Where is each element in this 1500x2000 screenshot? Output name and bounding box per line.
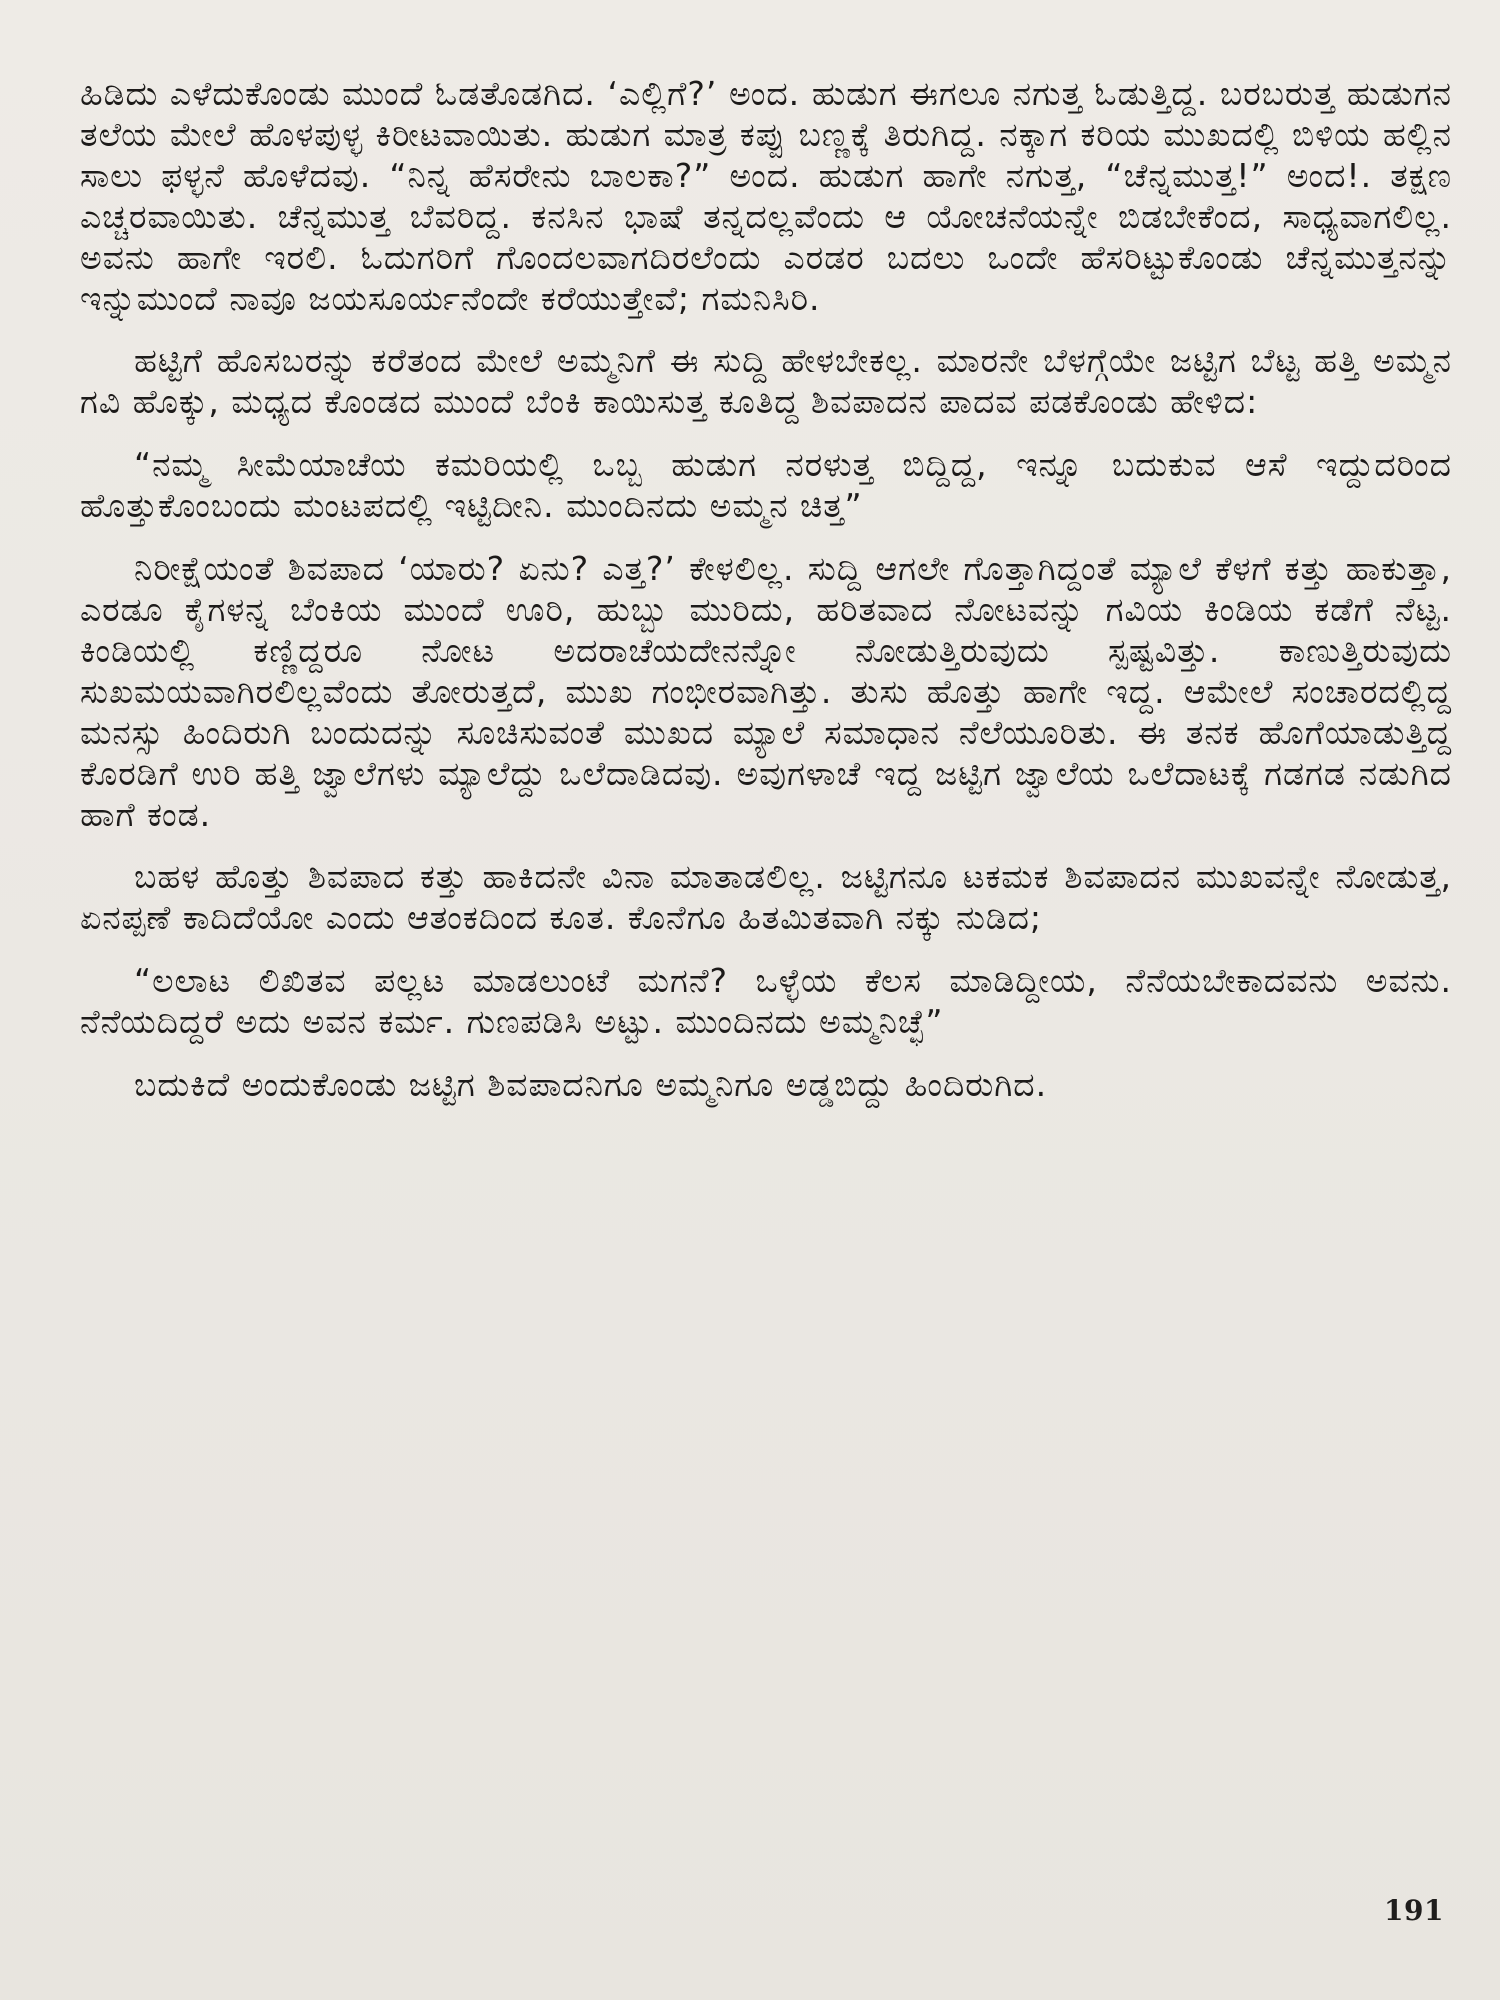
page-number: 191: [1384, 1894, 1444, 1927]
paragraph-4: ನಿರೀಕ್ಷೆಯಂತೆ ಶಿವಪಾದ ‘ಯಾರು? ಏನು? ಎತ್ತ?’ ಕೇಳಲಿಲ್ಲ. ಸುದ್ದಿ ಆಗಲೇ ಗೊತ್ತಾಗಿದ್ದಂತೆ ಮ್ಯಾಲೆ ಕೆಳಗೆ ಕತ್ತು ಹಾಕುತ್ತಾ, ಎರಡೂ ಕೈಗಳನ್ನ ಬೆಂಕಿಯ ಮುಂದೆ ಊರಿ, ಹುಬ್ಬು ಮುರಿದು, ಹರಿತವಾದ ನೋಟವನ್ನು ಗವಿಯ ಕಿಂಡಿಯ ಕಡೆಗೆ ನೆಟ್ಟ. ಕಿಂಡಿಯಲ್ಲಿ ಕಣ್ಣಿದ್ದರೂ ನೋಟ ಅದರಾಚೆಯದೇನನ್ನೋ ನೋಡುತ್ತಿರುವುದು ಸ್ಪಷ್ಟವಿತ್ತು. ಕಾಣುತ್ತಿರುವುದು ಸುಖಮಯವಾಗಿರಲಿಲ್ಲವೆಂದು ತೋರುತ್ತದೆ, ಮುಖ ಗಂಭೀರವಾಗಿತ್ತು. ತುಸು ಹೊತ್ತು ಹಾಗೇ ಇದ್ದ. ಆಮೇಲೆ ಸಂಚಾರದಲ್ಲಿದ್ದ ಮನಸ್ಸು ಹಿಂದಿರುಗಿ ಬಂದುದನ್ನು ಸೂಚಿಸುವಂತೆ ಮುಖದ ಮ್ಯಾಲೆ ಸಮಾಧಾನ ನೆಲೆಯೂರಿತು. ಈ ತನಕ ಹೊಗೆಯಾಡುತ್ತಿದ್ದ ಕೊರಡಿಗೆ ಉರಿ ಹತ್ತಿ ಜ್ವಾಲೆಗಳು ಮ್ಯಾಲೆದ್ದು ಒಲೆದಾಡಿದವು. ಅವುಗಳಾಚೆ ಇದ್ದ ಜಟ್ಟಿಗ ಜ್ವಾಲೆಯ ಒಲೆದಾಟಕ್ಕೆ ಗಡಗಡ ನಡುಗಿದ ಹಾಗೆ ಕಂಡ.: [80, 549, 1452, 834]
paragraph-3-quote: “ನಮ್ಮ ಸೀಮೆಯಾಚೆಯ ಕಮರಿಯಲ್ಲಿ ಒಬ್ಬ ಹುಡುಗ ನರಳುತ್ತ ಬಿದ್ದಿದ್ದ, ಇನ್ನೂ ಬದುಕುವ ಆಸೆ ಇದ್ದುದರಿಂದ ಹೊತ್ತುಕೊಂಬಂದು ಮಂಟಪದಲ್ಲಿ ಇಟ್ಟಿದೀನಿ. ಮುಂದಿನದು ಅಮ್ಮನ ಚಿತ್ತ”: [80, 445, 1452, 526]
paragraph-7: ಬದುಕಿದೆ ಅಂದುಕೊಂಡು ಜಟ್ಟಿಗ ಶಿವಪಾದನಿಗೂ ಅಮ್ಮನಿಗೂ ಅಡ್ಡಬಿದ್ದು ಹಿಂದಿರುಗಿದ.: [134, 1065, 1048, 1105]
body-text: [80, 74, 1452, 1106]
paragraph-2: ಹಟ್ಟಿಗೆ ಹೊಸಬರನ್ನು ಕರೆತಂದ ಮೇಲೆ ಅಮ್ಮನಿಗೆ ಈ ಸುದ್ದಿ ಹೇಳಬೇಕಲ್ಲ. ಮಾರನೇ ಬೆಳಗ್ಗೆಯೇ ಜಟ್ಟಿಗ ಬೆಟ್ಟ ಹತ್ತಿ ಅಮ್ಮನ ಗವಿ ಹೊಕ್ಕು, ಮಧ್ಯದ ಕೊಂಡದ ಮುಂದೆ ಬೆಂಕಿ ಕಾಯಿಸುತ್ತ ಕೂತಿದ್ದ ಶಿವಪಾದನ ಪಾದವ ಪಡಕೊಂಡು ಹೇಳಿದ:: [80, 341, 1452, 422]
paragraph-1: ಹಿಡಿದು ಎಳೆದುಕೊಂಡು ಮುಂದೆ ಓಡತೊಡಗಿದ. ‘ಎಲ್ಲಿಗೆ?’ ಅಂದ. ಹುಡುಗ ಈಗಲೂ ನಗುತ್ತ ಓಡುತ್ತಿದ್ದ. ಬರಬರುತ್ತ ಹುಡುಗನ ತಲೆಯ ಮೇಲೆ ಹೊಳಪುಳ್ಳ ಕಿರೀಟವಾಯಿತು. ಹುಡುಗ ಮಾತ್ರ ಕಪ್ಪು ಬಣ್ಣಕ್ಕೆ ತಿರುಗಿದ್ದ. ನಕ್ಕಾಗ ಕರಿಯ ಮುಖದಲ್ಲಿ ಬಿಳಿಯ ಹಲ್ಲಿನ ಸಾಲು ಫಳ್ಳನೆ ಹೊಳೆದವು. “ನಿನ್ನ ಹೆಸರೇನು ಬಾಲಕಾ?” ಅಂದ. ಹುಡುಗ ಹಾಗೇ ನಗುತ್ತ, “ಚೆನ್ನಮುತ್ತ!” ಅಂದ!. ತಕ್ಷಣ ಎಚ್ಚರವಾಯಿತು. ಚೆನ್ನಮುತ್ತ ಬೆವರಿದ್ದ. ಕನಸಿನ ಭಾಷೆ ತನ್ನದಲ್ಲವೆಂದು ಆ ಯೋಚನೆಯನ್ನೇ ಬಿಡಬೇಕೆಂದ, ಸಾಧ್ಯವಾಗಲಿಲ್ಲ. ಅವನು ಹಾಗೇ ಇರಲಿ. ಓದುಗರಿಗೆ ಗೊಂದಲವಾಗದಿರಲೆಂದು ಎರಡರ ಬದಲು ಒಂದೇ ಹೆಸರಿಟ್ಟುಕೊಂಡು ಚೆನ್ನಮುತ್ತನನ್ನು ಇನ್ನುಮುಂದೆ ನಾವೂ ಜಯಸೂರ್ಯನೆಂದೇ ಕರೆಯುತ್ತೇವೆ; ಗಮನಿಸಿರಿ.: [80, 74, 1452, 318]
paragraph-6-quote: “ಲಲಾಟ ಲಿಖಿತವ ಪಲ್ಲಟ ಮಾಡಲುಂಟೆ ಮಗನೆ? ಒಳ್ಳೆಯ ಕೆಲಸ ಮಾಡಿದ್ದೀಯ, ನೆನೆಯಬೇಕಾದವನು ಅವನು. ನೆನೆಯದಿದ್ದರೆ ಅದು ಅವನ ಕರ್ಮ. ಗುಣಪಡಿಸಿ ಅಟ್ಟು. ಮುಂದಿನದು ಅಮ್ಮನಿಚ್ಛೆ”: [80, 961, 1452, 1042]
paragraph-5: ಬಹಳ ಹೊತ್ತು ಶಿವಪಾದ ಕತ್ತು ಹಾಕಿದನೇ ವಿನಾ ಮಾತಾಡಲಿಲ್ಲ. ಜಟ್ಟಿಗನೂ ಟಕಮಕ ಶಿವಪಾದನ ಮುಖವನ್ನೇ ನೋಡುತ್ತ, ಏನಪ್ಪಣೆ ಕಾದಿದೆಯೋ ಎಂದು ಆತಂಕದಿಂದ ಕೂತ. ಕೊನೆಗೂ ಹಿತಮಿತವಾಗಿ ನಕ್ಕು ನುಡಿದ;: [80, 857, 1452, 938]
